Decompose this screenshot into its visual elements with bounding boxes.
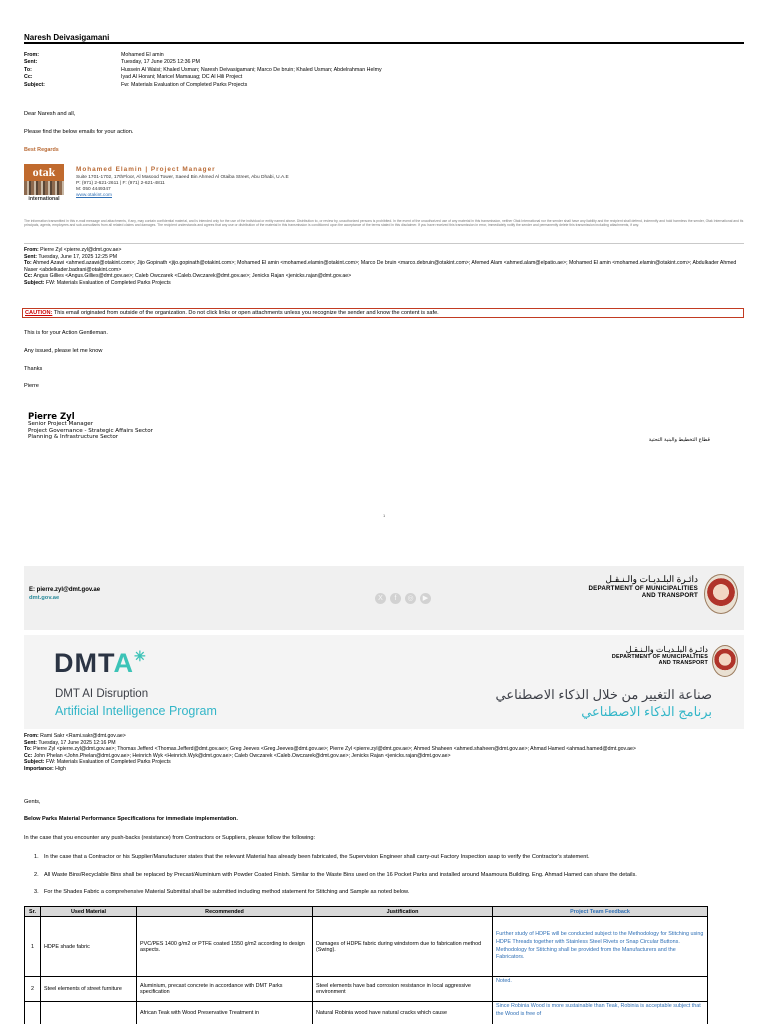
banner-dept-en-1: DEPARTMENT OF MUNICIPALITIES: [611, 654, 708, 660]
footer-dept-arabic: دائـرة البلـديـات والـنـقـل: [605, 574, 698, 584]
footer-dept-en-2: AND TRANSPORT: [641, 592, 698, 600]
caution-text: This email originated from outside of the organization. Do not click links or open attachments unless you recognize the sender and know the content is safe.: [52, 310, 439, 316]
list-item: 2. All Waste Bins/Recyclable Bins shall be replaced by Precast/Aluminium with Powder Coated Finish. Similar to the Waste Bins used on the 16 Pocket Parks and installed around Maamoura Building. Eng. Ahmad Hamed can share the details.: [34, 872, 637, 878]
list-item: 3. For the Shades Fabric a comprehensive Material Submittal shall be submitted including method statement for Stitching and Sample as noted below.: [34, 889, 410, 895]
meta-cc: Cc: Iyad Al Horani; Maricel Mamauag; DC Al Hili Project: [24, 74, 243, 81]
body2-line-4: Pierre: [24, 383, 39, 389]
abu-dhabi-emblem-icon: [704, 574, 738, 614]
forward-header-1: From: Pierre Zyl <pierre.zyl@dmt.gov.ae> Sent: Tuesday, June 17, 2025 12:25 PM To: Ahmed Azawi <ahmed.azawi@otakint.com>; Jijo Gopinath <jijo.gopinath@otakint.com>; Mohamed El amin <mohamed.elamin@otakint.com>; Marco De bruin <marco.debruin@otakint.com>; Afemed Alam <ahmed.alam@elpatio.ae>; Mohamed El amin <mohamed.elamin@otakint.com>; Abdulkader Ahmed Naser <abdelkader.badrani@otakint.com> Cc: Angus Gillies <Angus.Gillies@dmt.gov.ae>; Caleb Owczarek <Caleb.Owczarek@dmt.gov.ae>; Jenicks Rajan <jenicks.rajan@dmt.gov.ae> Subject: FW: Materials Evaluation of Completed Parks Projects: [24, 247, 737, 286]
signature-phone: P: (971) 2-621-2611 | F: (971) 2-621-4811: [76, 181, 165, 186]
footer-dept-block: [558, 574, 698, 599]
banner-dept-block: [578, 645, 708, 667]
meta-to: To: Hussein Al Waisi; Khaled Usman; Naresh Deivasigamani; Marco De bruin; Khaled Usman; Abdelrahman Helmy: [24, 66, 382, 73]
x-icon[interactable]: X: [375, 593, 386, 604]
document-header-name: Naresh Deivasigamani: [24, 33, 110, 42]
table-row: 2 Steel elements of street furniture Aluminium, precast concrete in accordance with DMT Parks specification Steel elements have bad corrosion resistance in local aggressive environment Noted.: [25, 977, 708, 1002]
table-header-row: [25, 907, 708, 917]
ai-program-arabic-title: صناعة التغيير من خلال الذكاء الاصطناعي: [495, 687, 712, 702]
ai-program-subtitle: Artificial Intelligence Program: [55, 704, 217, 718]
pierre-name: Pierre Zyl: [28, 412, 75, 422]
facebook-icon[interactable]: f: [390, 593, 401, 604]
meta-subject: Subject: Fw: Materials Evaluation of Completed Parks Projects: [24, 81, 248, 88]
pierre-role: Senior Project Manager: [28, 421, 94, 427]
meta-sent: Sent: Tuesday, 17 June 2025 12:36 PM: [24, 59, 200, 66]
greeting: Dear Naresh and all,: [24, 111, 76, 117]
footer-website-link[interactable]: dmt.gov.ae: [29, 595, 60, 601]
best-regards: Best Regards: [24, 147, 59, 153]
ai-program-arabic-subtitle: برنامج الذكاء الاصطناعي: [581, 704, 712, 719]
table-row: African Teak with Wood Preservative Treatment in Natural Robinia wood have natural cracks which cause Since Robinia Wood is more sustainable than Teak, Robinia is acceptable subject that the Wood is free of: [25, 1002, 708, 1024]
meta-from: From: Mohamed El amin: [24, 52, 164, 58]
gents-greeting: Gents,: [24, 799, 41, 805]
forward-header-2: From: Rami Sakr <Rami.sakr@dmt.gov.ae> Sent: Tuesday, 17 June 2025 12:16 PM To: Pierre Zyl <pierre.zyl@dmt.gov.ae>; Thomas Jefferd <Thomas.Jefferd@dmt.gov.ae>; Greg Jeeves <Greg.Jeeves@dmt.gov.ae>; Pierre Zyl <pierre.zyl@dmt.gov.ae>; Ahmed Shaheen <ahmed.shaheen@dmt.gov.ae>; Ahmad Hamed <ahmad.hamed@dmt.gov.ae> Cc: John Phelan <John.Phelan@dmt.gov.ae>; Heinrich Wyk <Heinrich.Wyk@dmt.gov.ae>; Caleb Owczarek <Caleb.Owczarek@dmt.gov.ae>; Jenicks Rajan <jenicks.rajan@dmt.gov.ae> Subject: FW: Materials Evaluation of Completed Parks Projects Importance: High: [24, 733, 636, 772]
table-row: 1 HDPE shade fabric PVC/PES 1400 g/m2 or PTFE coated 1550 g/m2 according to design aspects. Damages of HDPE fabric during windstorm due to fabrication method (Swing). Further study of HDPE will be conducted subject to the Methodology for Stitching using HDPE Threads together with Stainless Steel Rivets or Snap Circular Buttons. Methodology for Stitching shall be provided from the Manufacturers and the Fabricators.: [25, 917, 708, 977]
email-meta: [24, 52, 382, 89]
caution-banner: [22, 308, 744, 318]
list-item: 1. In the case that a Contractor or his Supplier/Manufacturer states that the relevant Material has already been fabricated, the Supervision Engineer shall carry-out Factory Inspection asap to verify the Contractor's statement.: [34, 854, 590, 860]
signature-block: [76, 166, 289, 199]
pierre-dept-1: Project Governance - Strategic Affairs Sector: [28, 427, 153, 434]
page-number: 1: [383, 513, 386, 518]
body2-line-3: Thanks: [24, 366, 43, 372]
col-sr: Sr.: [25, 907, 41, 917]
disclaimer: The information transmitted in this e-mail message and attachments, if any, may contain confidential material, and is intended only for the use of the individual or entity named above. Distribution to, or review by, unauthorized persons is prohibited. In the event of the unauthorized use of any material in this transmission, neither Otak International nor the sender shall have any liability and the recipient shall defend, indemnify and hold harmless the sender, Otak International and its principals, agents, employees and sub-consultants from all related claims and damages. The recipient understands and agrees that any use or distribution of the material in this transmission is conditioned upon the acceptance of the terms stated in this disclaimer. If you have received this transmission in error, immediately notify the sender and permanently delete this transmission including attachments, if any.: [24, 219, 744, 228]
caution-tag: CAUTION:: [25, 310, 53, 316]
col-recommended: Recommended: [137, 907, 313, 917]
otak-logo-image: [24, 181, 64, 195]
body-line: Please find the below emails for your action.: [24, 129, 134, 135]
ai-program-title: DMT AI Disruption: [55, 688, 149, 700]
instagram-icon[interactable]: ◎: [405, 593, 416, 604]
signature-mobile: M: 050 4449347: [76, 187, 111, 192]
abu-dhabi-emblem-small-icon: [712, 645, 738, 677]
spec-intro: In the case that you encounter any push-backs (resistance) from Contractors or Suppliers, please follow the following:: [24, 835, 316, 841]
spec-heading: Below Parks Material Performance Specifications for immediate implementation.: [24, 816, 238, 822]
pierre-arabic-sector: قطاع التخطيط والبنية التحتية: [648, 437, 710, 443]
footer-dept-en-1: DEPARTMENT OF MUNICIPALITIES: [588, 585, 698, 592]
banner-dept-arabic: دائـرة البلـديـات والـنـقـل: [625, 645, 708, 654]
pierre-dept-2: Planning & Infrastructure Sector: [28, 434, 119, 440]
col-feedback: Project Team Feedback: [493, 907, 708, 917]
signature-address: Suite 1701-1702, 17thFloor, Al Masood Tower, Saeed Bin Ahmed Al Otaiba Street, Abu Dhabi, U.A.E: [76, 175, 289, 180]
dmt-logo-spark-icon: ✳: [133, 648, 147, 664]
footer-email: E: pierre.zyl@dmt.gov.ae: [29, 587, 101, 593]
separator: [24, 243, 744, 244]
body2-line-2: Any issued, please let me know: [24, 348, 103, 354]
col-used-material: Used Material: [41, 907, 137, 917]
signature-title: Mohamed Elamin | Project Manager: [76, 166, 216, 173]
header-rule: [24, 42, 744, 44]
col-justification: Justification: [313, 907, 493, 917]
banner-dept-en-2: AND TRANSPORT: [658, 660, 708, 667]
signature-website-link[interactable]: www.otakint.com: [76, 193, 112, 198]
otak-logo: otak international: [24, 164, 64, 204]
youtube-icon[interactable]: ▶: [420, 593, 431, 604]
spec-table: [24, 906, 708, 1024]
dmt-logo: DMTA✳: [54, 648, 147, 678]
body2-line-1: This is for your Action Gentleman.: [24, 330, 108, 336]
